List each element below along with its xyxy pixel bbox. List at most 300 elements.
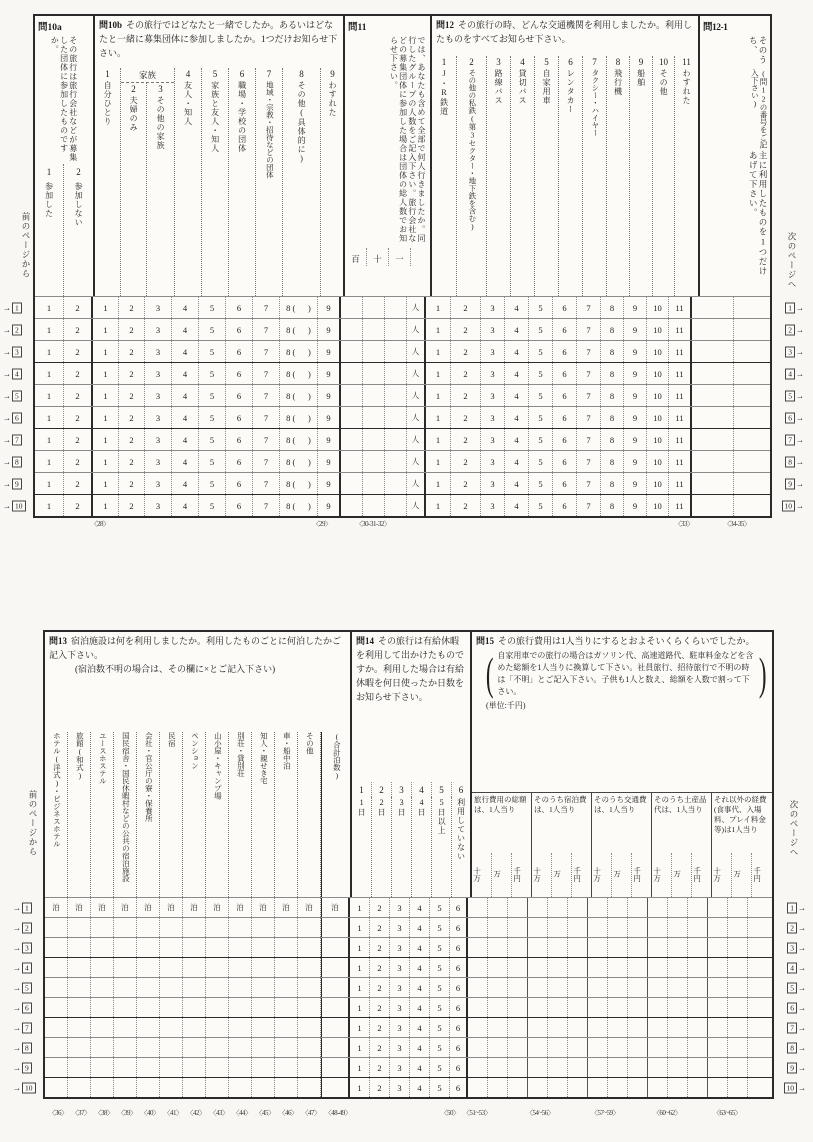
q10b-answer-3[interactable]: 3 [145,407,172,428]
q15-amount-digit-cell[interactable] [728,918,748,937]
q14-answer-3[interactable]: 3 [390,1058,410,1077]
q10a-answer-2[interactable]: 2 [64,385,93,406]
q13-nights-cell[interactable] [68,1038,91,1057]
q15-amount-digit-cell[interactable] [708,978,728,997]
q11-unit-cell[interactable]: 人 [407,451,426,472]
q10b-answer-5[interactable]: 5 [199,495,226,516]
q15-amount-digit-cell[interactable] [508,1018,528,1037]
q15-amount-digit-cell[interactable] [468,1038,488,1057]
q13-nights-cell[interactable] [275,978,298,997]
q12-1-entry-cell[interactable] [692,363,734,384]
q10b-answer-1[interactable]: 1 [93,429,119,450]
q15-amount-digit-cell[interactable] [748,998,768,1017]
q13-nights-cell[interactable] [91,998,114,1017]
q12-1-entry-cell[interactable] [734,341,760,362]
q15-amount-digit-cell[interactable] [628,1058,648,1077]
q10b-answer-8[interactable]: 8 ( ) [280,407,318,428]
q11-unit-cell[interactable]: 人 [407,407,426,428]
q13-nights-cell[interactable]: 泊 [114,898,137,917]
q15-amount-digit-cell[interactable] [608,1018,628,1037]
q13-nights-cell[interactable] [298,958,321,977]
q13-nights-cell[interactable] [229,978,252,997]
q13-nights-cell[interactable] [137,1058,160,1077]
q13-nights-cell[interactable] [206,958,229,977]
q15-amount-digit-cell[interactable] [748,1018,768,1037]
q10b-answer-2[interactable]: 2 [119,407,145,428]
q15-amount-digit-cell[interactable] [548,1078,568,1097]
q10b-answer-4[interactable]: 4 [172,319,199,340]
q13-nights-cell[interactable] [45,918,68,937]
q15-amount-digit-cell[interactable] [648,1038,668,1057]
q14-answer-3[interactable]: 3 [390,1038,410,1057]
q15-amount-digit-cell[interactable] [588,918,608,937]
q15-amount-digit-cell[interactable] [648,1018,668,1037]
q12-answer-8[interactable]: 8 [601,495,624,516]
q13-nights-cell[interactable] [252,1078,275,1097]
q14-answer-2[interactable]: 2 [370,958,390,977]
q12-answer-5[interactable]: 5 [529,451,553,472]
q10b-answer-7[interactable]: 7 [253,407,280,428]
q14-answer-4[interactable]: 4 [410,958,430,977]
q12-answer-11[interactable]: 11 [669,297,692,318]
q13-nights-cell[interactable] [229,1058,252,1077]
q15-amount-digit-cell[interactable] [468,918,488,937]
q13-nights-cell[interactable] [206,1058,229,1077]
q12-answer-5[interactable]: 5 [529,341,553,362]
q11-digit-cell[interactable] [363,451,385,472]
q13-nights-cell[interactable] [321,938,350,957]
q15-amount-digit-cell[interactable] [748,1058,768,1077]
q11-unit-cell[interactable]: 人 [407,495,426,516]
q12-1-entry-cell[interactable] [734,429,760,450]
q13-nights-cell[interactable] [252,1058,275,1077]
q12-1-entry-cell[interactable] [734,451,760,472]
q15-amount-digit-cell[interactable] [568,978,588,997]
q14-answer-6[interactable]: 6 [450,1018,468,1037]
q15-amount-digit-cell[interactable] [708,1078,728,1097]
q10b-answer-5[interactable]: 5 [199,297,226,318]
q15-amount-digit-cell[interactable] [468,1078,488,1097]
q11-unit-cell[interactable]: 人 [407,297,426,318]
q10a-answer-1[interactable]: 1 [35,363,64,384]
q10a-answer-2[interactable]: 2 [64,451,93,472]
q11-digit-cell[interactable] [341,319,363,340]
q10b-answer-6[interactable]: 6 [226,451,253,472]
q12-answer-1[interactable]: 1 [426,363,451,384]
q12-answer-2[interactable]: 2 [451,429,481,450]
q15-amount-digit-cell[interactable] [628,938,648,957]
q12-answer-9[interactable]: 9 [624,341,647,362]
q13-nights-cell[interactable]: 泊 [252,898,275,917]
q12-answer-6[interactable]: 6 [553,495,577,516]
q15-amount-digit-cell[interactable] [688,1078,708,1097]
q13-nights-cell[interactable] [229,1078,252,1097]
q15-amount-digit-cell[interactable] [688,898,708,917]
q14-answer-5[interactable]: 5 [430,1058,450,1077]
q14-answer-5[interactable]: 5 [430,978,450,997]
q14-answer-3[interactable]: 3 [390,938,410,957]
q15-amount-digit-cell[interactable] [648,998,668,1017]
q14-answer-2[interactable]: 2 [370,938,390,957]
q12-answer-2[interactable]: 2 [451,319,481,340]
q10b-answer-9[interactable]: 9 [318,385,341,406]
q14-answer-3[interactable]: 3 [390,1078,410,1097]
q13-nights-cell[interactable] [68,1058,91,1077]
q15-amount-digit-cell[interactable] [728,998,748,1017]
q13-nights-cell[interactable] [160,1038,183,1057]
q13-nights-cell[interactable] [275,958,298,977]
q13-nights-cell[interactable] [252,978,275,997]
q12-answer-5[interactable]: 5 [529,319,553,340]
q15-amount-digit-cell[interactable] [488,1058,508,1077]
q15-amount-digit-cell[interactable] [528,1038,548,1057]
q13-nights-cell[interactable] [114,1038,137,1057]
q11-digit-cell[interactable] [385,429,407,450]
q12-answer-3[interactable]: 3 [481,385,505,406]
q11-digit-cell[interactable] [385,363,407,384]
q10b-answer-4[interactable]: 4 [172,407,199,428]
q13-nights-cell[interactable] [91,1038,114,1057]
q10b-answer-6[interactable]: 6 [226,341,253,362]
q12-answer-2[interactable]: 2 [451,297,481,318]
q14-answer-2[interactable]: 2 [370,1058,390,1077]
q14-answer-5[interactable]: 5 [430,1038,450,1057]
q15-amount-digit-cell[interactable] [668,1038,688,1057]
q15-amount-digit-cell[interactable] [608,978,628,997]
q12-answer-6[interactable]: 6 [553,451,577,472]
q15-amount-digit-cell[interactable] [708,1018,728,1037]
q11-digit-cell[interactable] [385,385,407,406]
q12-answer-1[interactable]: 1 [426,341,451,362]
q12-answer-8[interactable]: 8 [601,319,624,340]
q13-nights-cell[interactable] [321,1058,350,1077]
q11-digit-cell[interactable] [385,341,407,362]
q14-answer-6[interactable]: 6 [450,998,468,1017]
q10b-answer-2[interactable]: 2 [119,385,145,406]
q13-nights-cell[interactable] [298,998,321,1017]
q10b-answer-3[interactable]: 3 [145,363,172,384]
q11-digit-cell[interactable] [341,385,363,406]
q13-nights-cell[interactable] [114,1078,137,1097]
q13-nights-cell[interactable] [321,1078,350,1097]
q10b-answer-8[interactable]: 8 ( ) [280,363,318,384]
q15-amount-digit-cell[interactable] [528,998,548,1017]
q15-amount-digit-cell[interactable] [668,898,688,917]
q13-nights-cell[interactable] [275,1078,298,1097]
q12-answer-2[interactable]: 2 [451,363,481,384]
q11-digit-cell[interactable] [341,297,363,318]
q13-nights-cell[interactable] [229,958,252,977]
q13-nights-cell[interactable] [206,1018,229,1037]
q13-nights-cell[interactable] [137,1078,160,1097]
q10b-answer-7[interactable]: 7 [253,473,280,494]
q13-nights-cell[interactable] [45,958,68,977]
q13-nights-cell[interactable] [252,958,275,977]
q15-amount-digit-cell[interactable] [548,918,568,937]
q15-amount-digit-cell[interactable] [468,898,488,917]
q15-amount-digit-cell[interactable] [728,1078,748,1097]
q10b-answer-7[interactable]: 7 [253,429,280,450]
q14-answer-1[interactable]: 1 [350,898,370,917]
q13-nights-cell[interactable] [160,918,183,937]
q10a-answer-2[interactable]: 2 [64,495,93,516]
q12-1-entry-cell[interactable] [734,363,760,384]
q15-amount-digit-cell[interactable] [548,958,568,977]
q12-answer-6[interactable]: 6 [553,473,577,494]
q12-answer-6[interactable]: 6 [553,363,577,384]
q15-amount-digit-cell[interactable] [568,898,588,917]
q15-amount-digit-cell[interactable] [588,1018,608,1037]
q10b-answer-8[interactable]: 8 ( ) [280,385,318,406]
q13-nights-cell[interactable] [137,958,160,977]
q12-answer-2[interactable]: 2 [451,341,481,362]
q12-answer-9[interactable]: 9 [624,297,647,318]
q14-answer-2[interactable]: 2 [370,998,390,1017]
q15-amount-digit-cell[interactable] [688,978,708,997]
q10b-answer-1[interactable]: 1 [93,341,119,362]
q10b-answer-4[interactable]: 4 [172,429,199,450]
q12-answer-3[interactable]: 3 [481,473,505,494]
q10a-answer-1[interactable]: 1 [35,385,64,406]
q12-answer-1[interactable]: 1 [426,319,451,340]
q10a-answer-1[interactable]: 1 [35,451,64,472]
q15-amount-digit-cell[interactable] [488,998,508,1017]
q10b-answer-2[interactable]: 2 [119,495,145,516]
q10b-answer-1[interactable]: 1 [93,385,119,406]
q15-amount-digit-cell[interactable] [628,978,648,997]
q10b-answer-2[interactable]: 2 [119,473,145,494]
q14-answer-3[interactable]: 3 [390,978,410,997]
q13-nights-cell[interactable] [275,1058,298,1077]
q10b-answer-2[interactable]: 2 [119,319,145,340]
q15-amount-digit-cell[interactable] [628,1038,648,1057]
q10b-answer-5[interactable]: 5 [199,341,226,362]
q15-amount-digit-cell[interactable] [548,898,568,917]
q13-nights-cell[interactable] [114,998,137,1017]
q13-nights-cell[interactable] [183,938,206,957]
q13-nights-cell[interactable] [160,958,183,977]
q13-nights-cell[interactable]: 泊 [45,898,68,917]
q15-amount-digit-cell[interactable] [588,998,608,1017]
q12-1-entry-cell[interactable] [692,429,734,450]
q12-answer-6[interactable]: 6 [553,319,577,340]
q13-nights-cell[interactable] [160,978,183,997]
q13-nights-cell[interactable] [114,1018,137,1037]
q12-answer-7[interactable]: 7 [577,473,601,494]
q10b-answer-5[interactable]: 5 [199,451,226,472]
q12-answer-9[interactable]: 9 [624,363,647,384]
q10a-answer-2[interactable]: 2 [64,341,93,362]
q13-nights-cell[interactable] [91,1058,114,1077]
q10b-answer-7[interactable]: 7 [253,495,280,516]
q10b-answer-6[interactable]: 6 [226,319,253,340]
q13-nights-cell[interactable]: 泊 [137,898,160,917]
q14-answer-1[interactable]: 1 [350,1038,370,1057]
q13-nights-cell[interactable] [321,1018,350,1037]
q10b-answer-4[interactable]: 4 [172,341,199,362]
q12-answer-8[interactable]: 8 [601,297,624,318]
q13-nights-cell[interactable] [252,998,275,1017]
q12-answer-7[interactable]: 7 [577,451,601,472]
q15-amount-digit-cell[interactable] [608,898,628,917]
q11-digit-cell[interactable] [363,473,385,494]
q15-amount-digit-cell[interactable] [708,1038,728,1057]
q15-amount-digit-cell[interactable] [648,958,668,977]
q14-answer-4[interactable]: 4 [410,1078,430,1097]
q13-nights-cell[interactable] [206,1078,229,1097]
q12-answer-11[interactable]: 11 [669,429,692,450]
q13-nights-cell[interactable] [45,1058,68,1077]
q12-answer-2[interactable]: 2 [451,407,481,428]
q13-nights-cell[interactable] [91,1018,114,1037]
q12-answer-4[interactable]: 4 [505,319,529,340]
q12-answer-8[interactable]: 8 [601,451,624,472]
q15-amount-digit-cell[interactable] [568,938,588,957]
q14-answer-2[interactable]: 2 [370,1078,390,1097]
q10b-answer-4[interactable]: 4 [172,385,199,406]
q12-answer-1[interactable]: 1 [426,407,451,428]
q14-answer-4[interactable]: 4 [410,978,430,997]
q10b-answer-1[interactable]: 1 [93,473,119,494]
q15-amount-digit-cell[interactable] [568,1058,588,1077]
q13-nights-cell[interactable] [229,998,252,1017]
q10b-answer-2[interactable]: 2 [119,297,145,318]
q13-nights-cell[interactable] [275,938,298,957]
q15-amount-digit-cell[interactable] [728,1038,748,1057]
q11-unit-cell[interactable]: 人 [407,363,426,384]
q13-nights-cell[interactable] [68,958,91,977]
q15-amount-digit-cell[interactable] [688,1058,708,1077]
q13-nights-cell[interactable] [252,1018,275,1037]
q14-answer-4[interactable]: 4 [410,918,430,937]
q12-answer-1[interactable]: 1 [426,429,451,450]
q14-answer-3[interactable]: 3 [390,918,410,937]
q15-amount-digit-cell[interactable] [668,998,688,1017]
q15-amount-digit-cell[interactable] [608,918,628,937]
q14-answer-6[interactable]: 6 [450,1038,468,1057]
q10b-answer-9[interactable]: 9 [318,429,341,450]
q15-amount-digit-cell[interactable] [608,958,628,977]
q12-1-entry-cell[interactable] [734,407,760,428]
q15-amount-digit-cell[interactable] [708,998,728,1017]
q10b-answer-9[interactable]: 9 [318,473,341,494]
q13-nights-cell[interactable]: 泊 [91,898,114,917]
q12-answer-11[interactable]: 11 [669,385,692,406]
q14-answer-3[interactable]: 3 [390,998,410,1017]
q11-digit-cell[interactable] [363,429,385,450]
q13-nights-cell[interactable] [91,918,114,937]
q15-amount-digit-cell[interactable] [608,998,628,1017]
q12-answer-2[interactable]: 2 [451,385,481,406]
q13-nights-cell[interactable] [45,1018,68,1037]
q14-answer-1[interactable]: 1 [350,938,370,957]
q12-answer-3[interactable]: 3 [481,363,505,384]
q15-amount-digit-cell[interactable] [528,898,548,917]
q15-amount-digit-cell[interactable] [488,898,508,917]
q13-nights-cell[interactable] [275,1038,298,1057]
q15-amount-digit-cell[interactable] [528,958,548,977]
q12-answer-3[interactable]: 3 [481,319,505,340]
q10b-answer-3[interactable]: 3 [145,319,172,340]
q15-amount-digit-cell[interactable] [588,1078,608,1097]
q12-1-entry-cell[interactable] [692,473,734,494]
q13-nights-cell[interactable] [321,998,350,1017]
q15-amount-digit-cell[interactable] [728,938,748,957]
q10b-answer-3[interactable]: 3 [145,385,172,406]
q10a-answer-1[interactable]: 1 [35,407,64,428]
q13-nights-cell[interactable] [45,998,68,1017]
q15-amount-digit-cell[interactable] [728,1058,748,1077]
q11-digit-cell[interactable] [341,451,363,472]
q10b-answer-8[interactable]: 8 ( ) [280,473,318,494]
q15-amount-digit-cell[interactable] [688,938,708,957]
q10b-answer-6[interactable]: 6 [226,429,253,450]
q15-amount-digit-cell[interactable] [688,1018,708,1037]
q15-amount-digit-cell[interactable] [708,938,728,957]
q11-digit-cell[interactable] [385,297,407,318]
q12-answer-4[interactable]: 4 [505,407,529,428]
q10b-answer-3[interactable]: 3 [145,297,172,318]
q15-amount-digit-cell[interactable] [548,978,568,997]
q12-1-entry-cell[interactable] [692,297,734,318]
q13-nights-cell[interactable] [298,1078,321,1097]
q15-amount-digit-cell[interactable] [528,938,548,957]
q10b-answer-9[interactable]: 9 [318,297,341,318]
q15-amount-digit-cell[interactable] [508,978,528,997]
q12-answer-11[interactable]: 11 [669,407,692,428]
q12-1-entry-cell[interactable] [692,319,734,340]
q15-amount-digit-cell[interactable] [488,1018,508,1037]
q12-answer-9[interactable]: 9 [624,407,647,428]
q12-answer-10[interactable]: 10 [647,429,669,450]
q12-answer-3[interactable]: 3 [481,407,505,428]
q13-nights-cell[interactable]: 泊 [183,898,206,917]
q15-amount-digit-cell[interactable] [588,1038,608,1057]
q13-nights-cell[interactable]: 泊 [68,898,91,917]
q15-amount-digit-cell[interactable] [528,918,548,937]
q12-1-entry-cell[interactable] [734,473,760,494]
q13-nights-cell[interactable] [183,1038,206,1057]
q15-amount-digit-cell[interactable] [688,998,708,1017]
q12-answer-10[interactable]: 10 [647,495,669,516]
q13-nights-cell[interactable] [183,978,206,997]
q15-amount-digit-cell[interactable] [608,1078,628,1097]
q14-answer-5[interactable]: 5 [430,918,450,937]
q10b-answer-2[interactable]: 2 [119,363,145,384]
q11-digit-cell[interactable] [385,451,407,472]
q10b-answer-3[interactable]: 3 [145,495,172,516]
q14-answer-1[interactable]: 1 [350,978,370,997]
q11-digit-cell[interactable] [363,341,385,362]
q10b-answer-1[interactable]: 1 [93,451,119,472]
q12-answer-6[interactable]: 6 [553,429,577,450]
q12-1-entry-cell[interactable] [734,495,760,516]
q12-answer-1[interactable]: 1 [426,495,451,516]
q15-amount-digit-cell[interactable] [648,898,668,917]
q10b-answer-6[interactable]: 6 [226,495,253,516]
q10b-answer-9[interactable]: 9 [318,407,341,428]
q11-digit-cell[interactable] [341,341,363,362]
q12-answer-7[interactable]: 7 [577,429,601,450]
q14-answer-5[interactable]: 5 [430,958,450,977]
q11-digit-cell[interactable] [385,319,407,340]
q15-amount-digit-cell[interactable] [528,1078,548,1097]
q10a-answer-1[interactable]: 1 [35,341,64,362]
q10b-answer-5[interactable]: 5 [199,429,226,450]
q12-answer-10[interactable]: 10 [647,363,669,384]
q10b-answer-6[interactable]: 6 [226,297,253,318]
q15-amount-digit-cell[interactable] [648,938,668,957]
